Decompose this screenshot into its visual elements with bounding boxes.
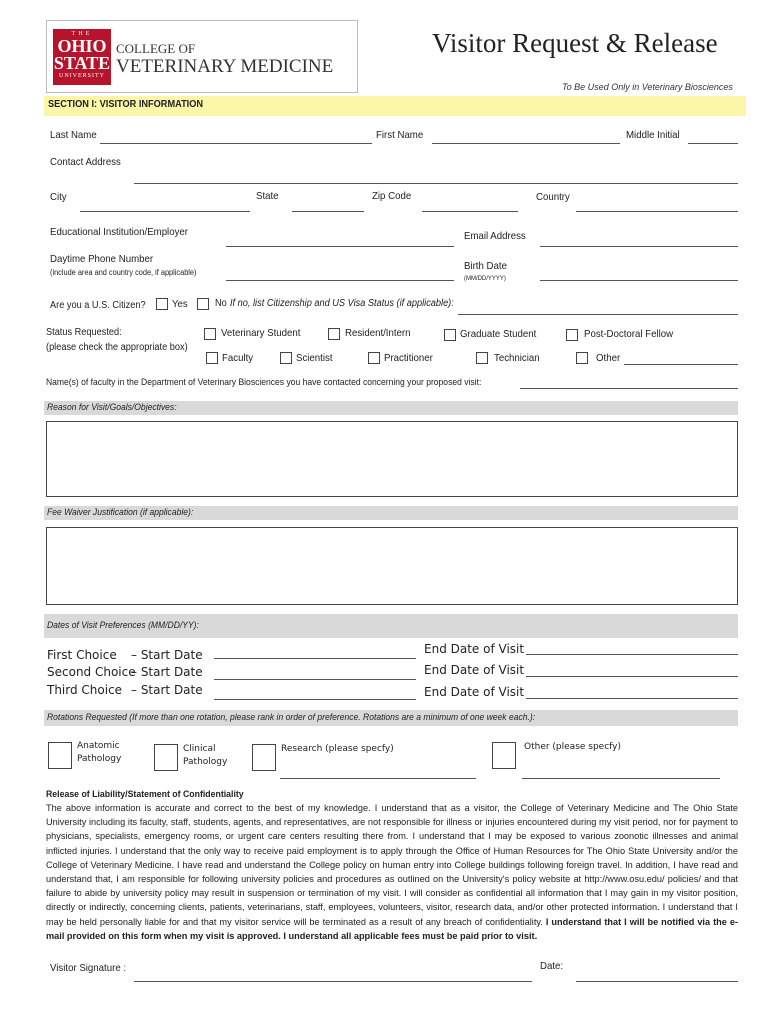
osu-seal [53,29,111,85]
logo-state: STATE [53,53,111,73]
country-field[interactable] [576,211,738,212]
citizenship-field[interactable] [458,314,738,315]
visitor-signature-field[interactable] [134,981,532,982]
citizen-yes-label: Yes [172,298,188,310]
status-grad-student-checkbox[interactable] [444,329,456,341]
date-label: Date: [540,960,564,972]
first-start-field[interactable] [214,658,416,659]
status-faculty-checkbox[interactable] [206,352,218,364]
phone-note: (include area and country code, if applicable) [50,268,197,277]
status-other-checkbox[interactable] [576,352,588,364]
rotation-clinical-label [183,743,227,769]
first-start-label: – Start Date [131,648,203,662]
rotation-anatomic-checkbox[interactable] [48,742,72,769]
logo-ohio: OHIO [57,36,107,56]
rotation-anatomic-line1: Anatomic [77,741,120,751]
status-resident-label: Resident/Intern [345,327,411,339]
zip-field[interactable] [422,211,518,212]
logo-university: UNIVERSITY [59,73,105,79]
phone-field[interactable] [226,280,454,281]
city-field[interactable] [80,211,250,212]
contact-address-label: Contact Address [50,156,121,168]
rotation-clinical-line1: Clinical [183,744,216,754]
email-field[interactable] [540,246,738,247]
contact-address-field[interactable] [134,183,738,184]
first-end-label: End Date of Visit [424,642,525,656]
zip-label: Zip Code [372,190,412,202]
last-name-field[interactable] [100,143,372,144]
status-resident-checkbox[interactable] [328,328,340,340]
rotation-other-label: Other (please specfy) [524,742,622,752]
rotation-other-field[interactable] [522,778,720,779]
citizen-yes-checkbox[interactable] [156,298,168,310]
status-grad-student-label: Graduate Student [460,328,537,340]
rotation-anatomic-label [77,740,121,766]
first-name-label: First Name [376,129,424,141]
third-end-label: End Date of Visit [424,685,525,699]
middle-initial-field[interactable] [688,143,738,144]
status-technician-label: Technician [494,352,540,364]
rotation-research-checkbox[interactable] [252,744,276,771]
last-name-label: Last Name [50,129,97,141]
birth-date-field[interactable] [540,280,738,281]
page-title: Visitor Request & Release [432,28,718,58]
rotation-other-checkbox[interactable] [492,742,516,769]
second-choice-label: Second Choice [47,665,136,679]
reason-textarea[interactable] [46,421,738,497]
rotation-research-field[interactable] [280,778,476,779]
third-end-field[interactable] [526,698,738,699]
status-scientist-label: Scientist [296,352,333,364]
status-note: (please check the appropriate box) [46,342,188,353]
page-subtitle: To Be Used Only in Veterinary Biosciences [562,82,733,92]
second-start-field[interactable] [214,679,416,680]
first-end-field[interactable] [526,654,738,655]
reason-bar [44,401,738,415]
second-end-label: End Date of Visit [424,663,525,677]
email-label: Email Address [464,230,526,242]
logo-the: THE [71,31,93,37]
middle-initial-label: Middle Initial [626,129,680,141]
status-postdoc-checkbox[interactable] [566,329,578,341]
second-end-field[interactable] [526,676,738,677]
release-text: The above information is accurate and correct to the best of my knowledge. I understand that as a visitor, the College of Veterinary Medicine and The Ohio State University including its faculty, staff, students, agents, and representatives, are not responsible for illness or injuries encountered during my visit period, nor for payment to physicians, specialists, emergency rooms, or urgent care centers resulting there from. I understand that I may be exposed to various zoonotic illnesses and animal inflicted injuries. I understand that the only way to receive paid employment is to apply through the Office of Human Resources for The Ohio State University and/or the College of Veterinary Medicine. I have read and understand the College policy on human entry into College buildings following foreign travel. In addition, I have read and understand that, I am responsible for following university policies and procedures as outlined on the University's policy website at http://www.osu.edu/ policies/ and that failure to abide by university policy may result in suspension or termination of my visit. I will consider as confidential all information that I may gain in my visitor position, directly or indirectly, concerning clients, patients, veterinarians, staff, employees, volunteers, visitor, research data, and/or other protected information. I understand that I may be held personally liable for and that my visitor service will be terminated as a result of any breach of confidentiality. [46,803,738,927]
rotations-label: Rotations Requested (If more than one rotation, please rank in order of preference. Rotations are a minimum of one week each.): [47,712,536,723]
birth-date-label: Birth Date [464,260,507,272]
rotations-bar [44,710,738,726]
college-of-text: COLLEGE OF [116,41,196,56]
second-start-label: – Start Date [131,665,203,679]
rotation-clinical-checkbox[interactable] [154,744,178,771]
status-technician-checkbox[interactable] [476,352,488,364]
status-other-field[interactable] [624,364,738,365]
birth-date-note: (MM/DD/YYYY) [464,275,506,282]
fee-bar [44,506,738,520]
dates-label: Dates of Visit Preferences (MM/DD/YY): [47,620,199,631]
phone-label: Daytime Phone Number [50,253,154,265]
section-title: SECTION I: VISITOR INFORMATION [48,99,204,110]
third-choice-label: Third Choice [47,683,123,697]
status-label: Status Requested: [46,327,122,338]
rotation-anatomic-line2: Pathology [77,754,122,764]
status-vet-student-label: Veterinary Student [221,327,301,339]
visitor-signature-label: Visitor Signature : [50,962,127,974]
release-body [46,801,738,943]
vet-med-text: VETERINARY MEDICINE [116,56,334,77]
faculty-contacted-field[interactable] [520,388,738,389]
release-bold-text: I understand that I will be notified via the e-mail provided on this form when my visit is approved. I understand all applicable fees must be paid prior to visit. [46,916,738,941]
citizen-no-checkbox[interactable] [197,298,209,310]
state-label: State [256,190,279,202]
college-logo [46,20,358,93]
status-practitioner-label: Practitioner [384,352,433,364]
rotation-clinical-line2: Pathology [183,757,228,767]
fee-textarea[interactable] [46,527,738,605]
fee-label: Fee Waiver Justification (if applicable): [47,507,194,518]
city-label: City [50,191,67,203]
institution-label: Educational Institution/Employer [50,226,188,238]
third-start-field[interactable] [214,699,416,700]
release-heading: Release of Liability/Statement of Confidentiality [46,789,244,800]
citizen-no-label: No [215,298,227,309]
state-field[interactable] [292,211,364,212]
first-name-field[interactable] [432,143,620,144]
status-practitioner-checkbox[interactable] [368,352,380,364]
first-choice-label: First Choice [47,648,117,662]
section-heading [44,96,746,116]
signature-date-field[interactable] [576,981,738,982]
reason-label: Reason for Visit/Goals/Objectives: [47,402,177,413]
faculty-contacted-label: Name(s) of faculty in the Department of Veterinary Biosciences you have contacted concerning your proposed visit: [46,377,482,388]
status-other-label: Other [596,352,621,364]
status-scientist-checkbox[interactable] [280,352,292,364]
dates-bar [44,614,738,638]
citizen-no-note: If no, list Citizenship and US Visa Status (if applicable): [230,298,454,309]
country-label: Country [536,191,570,203]
third-start-label: – Start Date [131,683,203,697]
status-vet-student-checkbox[interactable] [204,328,216,340]
rotation-research-label: Research (please specfy) [281,744,394,754]
status-postdoc-label: Post-Doctoral Fellow [584,328,674,340]
citizen-question: Are you a U.S. Citizen? [50,300,146,311]
status-faculty-label: Faculty [222,352,254,364]
institution-field[interactable] [226,246,454,247]
